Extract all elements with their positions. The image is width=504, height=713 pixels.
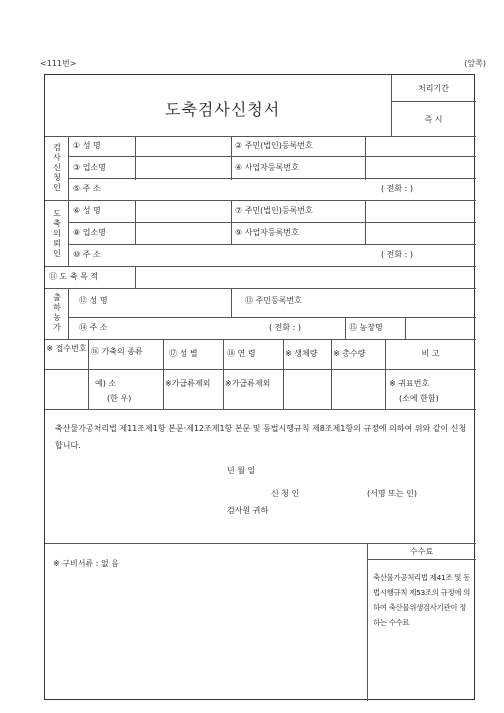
rule [367,559,476,560]
rule [135,136,136,180]
rule [88,339,89,409]
rule [367,543,368,701]
slaughter-requester-group-label: 도축의뢰인 [53,209,61,258]
rule [231,200,232,244]
remark-header: 비 고 [421,349,440,358]
rule [68,136,69,266]
livestock-kind-example-sub: (한 우) [107,394,132,403]
farmer-phone-label: ( 전화 : ) [269,323,302,332]
rule [365,136,366,180]
rule [45,200,476,201]
required-documents: ※ 구비서류 : 없 음 [53,559,119,568]
ear-tag-note: ※ 귀표번호 [389,379,430,388]
rule [405,317,406,339]
signature-mark: (서명 또는 인) [367,489,417,498]
slaughter-name-label: ⑥ 성 명 [73,206,101,215]
applicant-group-label: 검사신청인 [53,143,61,192]
applicant-address-label: ⑤ 주 소 [73,184,101,193]
rule [45,288,476,289]
farmer-regno-label: ⑬ 주민등록번호 [245,296,302,305]
rule [45,369,476,370]
applicant-name-label: ① 성 명 [73,141,101,150]
application-statement: 축산물가공처리법 제11조제1항 본문·제12조제1항 본문 및 동법시행규칙 제8조제1항의 규정에 의하여 위와 같이 신청합니다. [55,424,467,450]
farm-name-label: ⑮ 농장명 [349,323,383,332]
rule [68,156,476,157]
rule [68,317,476,318]
rule [135,200,136,244]
processing-period-label: 처리기간 [418,84,449,93]
fee-label: 수수료 [409,547,434,556]
rule [45,266,476,267]
sex-header: ⑰ 성 별 [169,349,198,358]
slaughter-regno-label: ⑦ 주민(법인)등록번호 [235,206,313,215]
application-date: 년 월 일 [227,466,256,475]
applicant-regno-label: ② 주민(법인)등록번호 [235,141,313,150]
rule [68,288,69,339]
applicant-phone-label: ( 전화 : ) [381,184,414,193]
application-form [44,74,475,700]
farmer-address-label: ⑭ 주 소 [79,323,108,332]
age-header: ⑱ 연 령 [227,349,256,358]
rule [345,317,346,339]
ear-tag-note-sub: (소에 한함) [399,394,439,403]
rule [45,409,476,410]
age-note: ※가급류제외 [225,379,271,388]
receipt-number-header: ※ 접수번호 [46,344,87,353]
farmer-name-label: ⑫ 성 명 [79,296,108,305]
rule [223,339,224,409]
slaughter-bizno-label: ⑨ 사업자등록번호 [235,228,299,237]
rule [135,266,136,288]
rule [163,339,164,409]
signature-label: 신 청 인 [271,489,300,498]
rule [68,244,476,245]
fee-description: 축산물가공처리법 제41조 및 동법시행규칙 제53조의 규정에 의하여 축산물위생검사기관이 정하는 수수료 [373,573,471,627]
applicant-business-label: ③ 업소명 [73,163,106,172]
rule [45,136,476,137]
page-side-label: (앞쪽) [464,59,486,68]
rule [231,136,232,180]
applicant-bizno-label: ④ 사업자등록번호 [235,163,299,172]
total-quantity-header: ※ 총수량 [333,349,366,358]
sex-note: ※가급류제외 [165,379,211,388]
slaughter-phone-label: ( 전화 : ) [381,250,414,259]
rule [365,200,366,244]
rule [231,288,232,317]
rule [283,339,284,409]
slaughter-address-label: ⑩ 주 소 [73,250,101,259]
livestock-kind-header: ⑯ 가축의 종류 [91,347,143,356]
rule [391,101,476,102]
farmer-group-label: 출하농가 [53,293,61,332]
recipient-label: 검사원 귀하 [227,506,269,515]
form-title: 도축검사신청서 [165,100,281,119]
live-weight-header: ※ 생체량 [285,349,318,358]
rule [331,339,332,409]
livestock-kind-example: 예) 소 [95,379,117,388]
rule [45,543,476,544]
form-number: <111번> [40,59,77,68]
rule [68,178,476,179]
processing-period-value: 즉 시 [424,115,443,124]
slaughter-purpose-label: ⑪ 도 축 목 적 [49,272,99,281]
rule [45,339,476,340]
rule [68,222,476,223]
slaughter-business-label: ⑧ 업소명 [73,228,106,237]
